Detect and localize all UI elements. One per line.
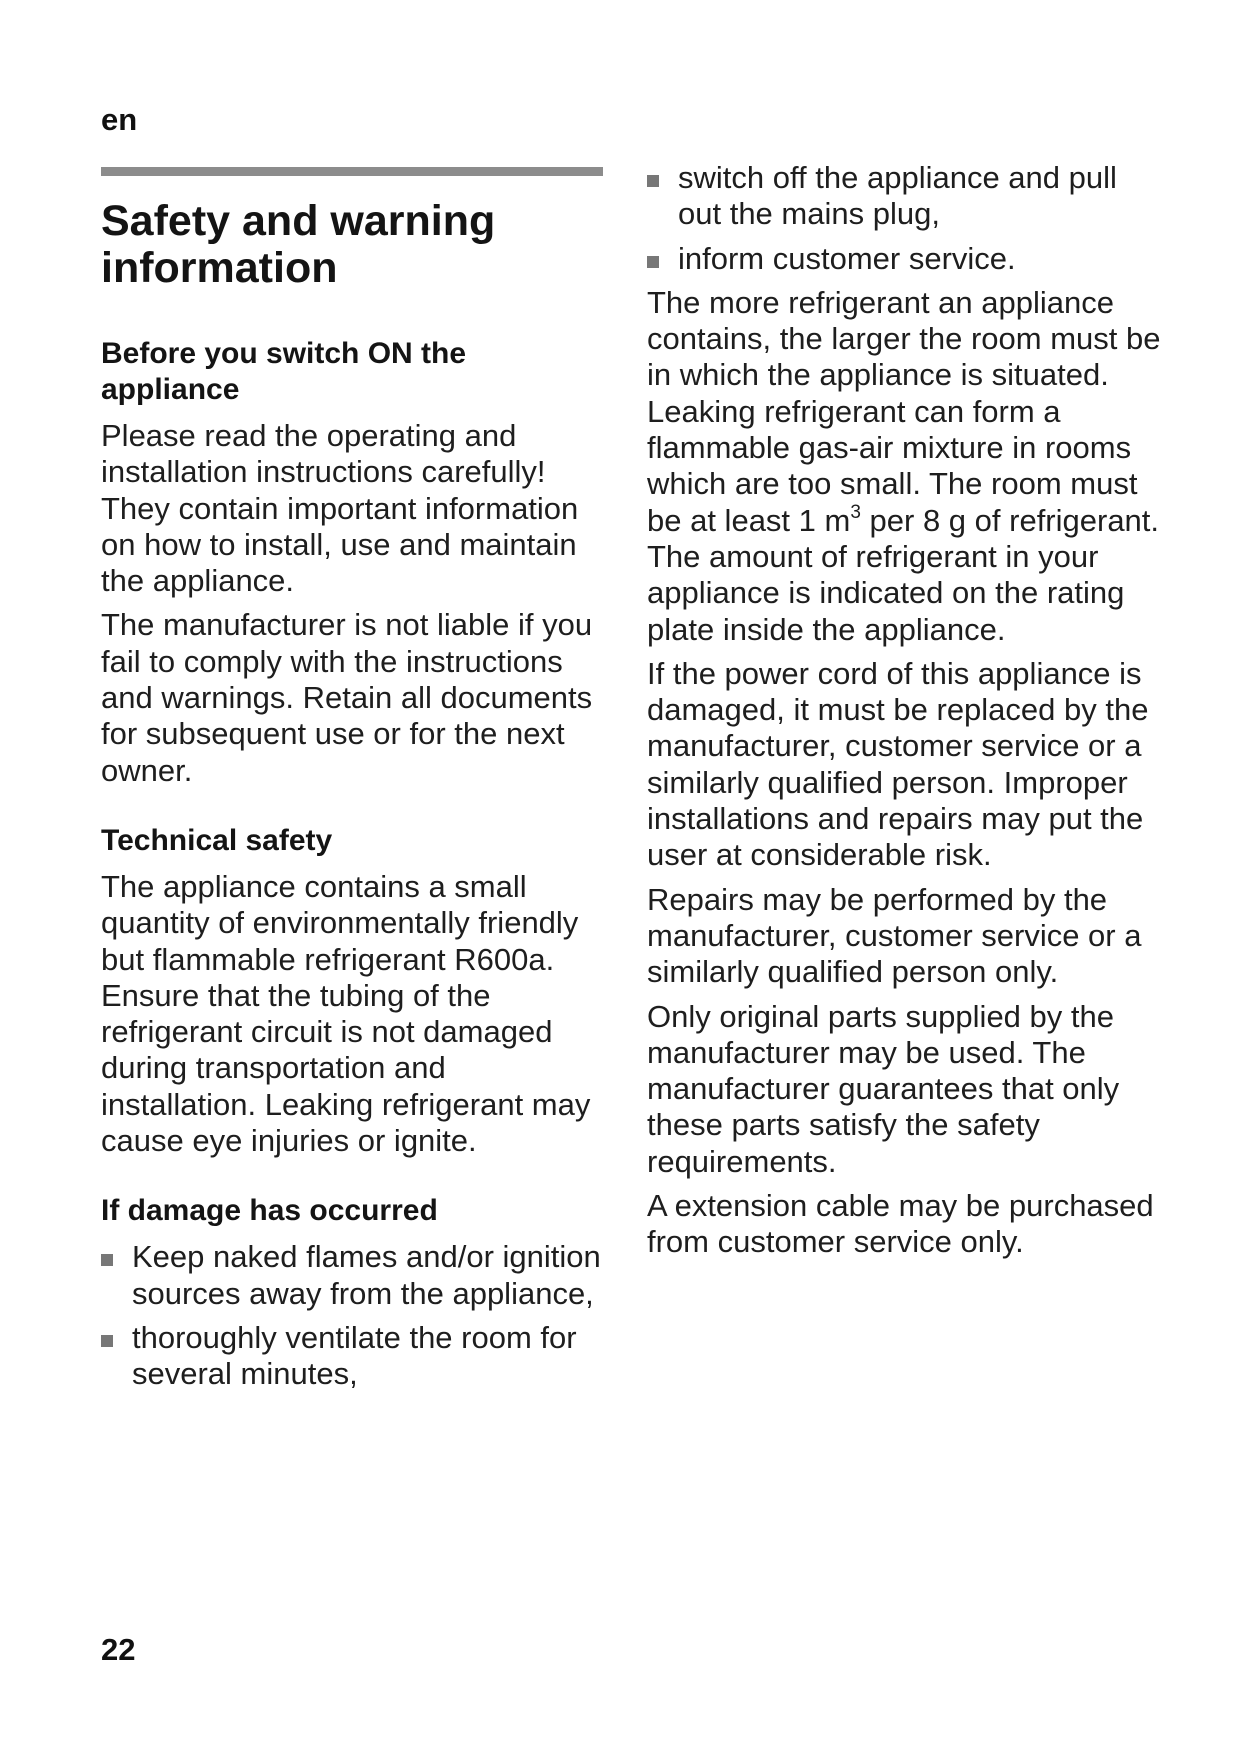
- paragraph-read-instructions: Please read the operating and installation instructions carefully! They contain important information on how to install, use and maintain the appliance.: [101, 418, 579, 599]
- damage-bullet-list-continued: [647, 160, 1167, 277]
- heading-if-damage: If damage has occurred: [101, 1194, 438, 1228]
- square-bullet-icon: [647, 256, 659, 268]
- damage-bullet-list: [101, 1239, 603, 1392]
- square-bullet-icon: [101, 1254, 113, 1266]
- page-title: Safety and warning information: [101, 197, 496, 292]
- room-size-text-start: The more refrigerant an appliance contains, the larger the room must be in which the appliance is situated. Leaking refrigerant can form a flammable gas-air mixture in rooms which are too small. The room must be at least 1 m: [647, 284, 1161, 538]
- cubic-superscript: 3: [850, 501, 861, 523]
- heading-technical-safety: Technical safety: [101, 823, 333, 857]
- list-item: [647, 160, 1167, 233]
- list-item: [101, 1320, 603, 1393]
- paragraph-extension-cable: A extension cable may be purchased from customer service only.: [647, 1188, 1154, 1260]
- paragraph-repairs: Repairs may be performed by the manufacturer, customer service or a similarly qualified person only.: [647, 881, 1142, 990]
- section-title-rule: [101, 167, 603, 176]
- list-item: [647, 241, 1167, 277]
- list-item-text: Keep naked flames and/or ignition sources away from the appliance,: [132, 1239, 601, 1311]
- language-tag: en: [101, 102, 138, 137]
- square-bullet-icon: [647, 175, 659, 187]
- paragraph-refrigerant-r600a: The appliance contains a small quantity of environmentally friendly but flammable refrigerant R600a. Ensure that the tubing of the refrigerant circuit is not damaged during transportation and installation. Leaking refrigerant may cause eye injuries or ignite.: [101, 868, 591, 1159]
- paragraph-original-parts: Only original parts supplied by the manufacturer may be used. The manufacturer guarantees that only these parts satisfy the safety requirements.: [647, 998, 1120, 1179]
- room-size-text-end: per 8 g of refrigerant. The amount of refrigerant in your appliance is indicated on the rating plate inside the appliance.: [647, 502, 1160, 647]
- paragraph-power-cord: If the power cord of this appliance is damaged, it must be replaced by the manufacturer, customer service or a similarly qualified person. Improper installations and repairs may put the user at considerable risk.: [647, 655, 1149, 873]
- list-item-text: switch off the appliance and pull out the mains plug,: [678, 160, 1117, 232]
- left-column: [101, 167, 603, 1401]
- square-bullet-icon: [101, 1335, 113, 1347]
- list-item-text: inform customer service.: [678, 240, 1016, 276]
- paragraph-manufacturer-liability: The manufacturer is not liable if you fail to comply with the instructions and warnings. Retain all documents for subsequent use or for the next owner.: [101, 607, 593, 788]
- right-column: [647, 160, 1167, 1269]
- paragraph-room-size: [647, 285, 1167, 648]
- list-item: [101, 1239, 603, 1312]
- page-number: 22: [101, 1632, 136, 1667]
- heading-before-switch-on: Before you switch ON the appliance: [101, 337, 467, 406]
- list-item-text: thoroughly ventilate the room for several minutes,: [132, 1319, 577, 1392]
